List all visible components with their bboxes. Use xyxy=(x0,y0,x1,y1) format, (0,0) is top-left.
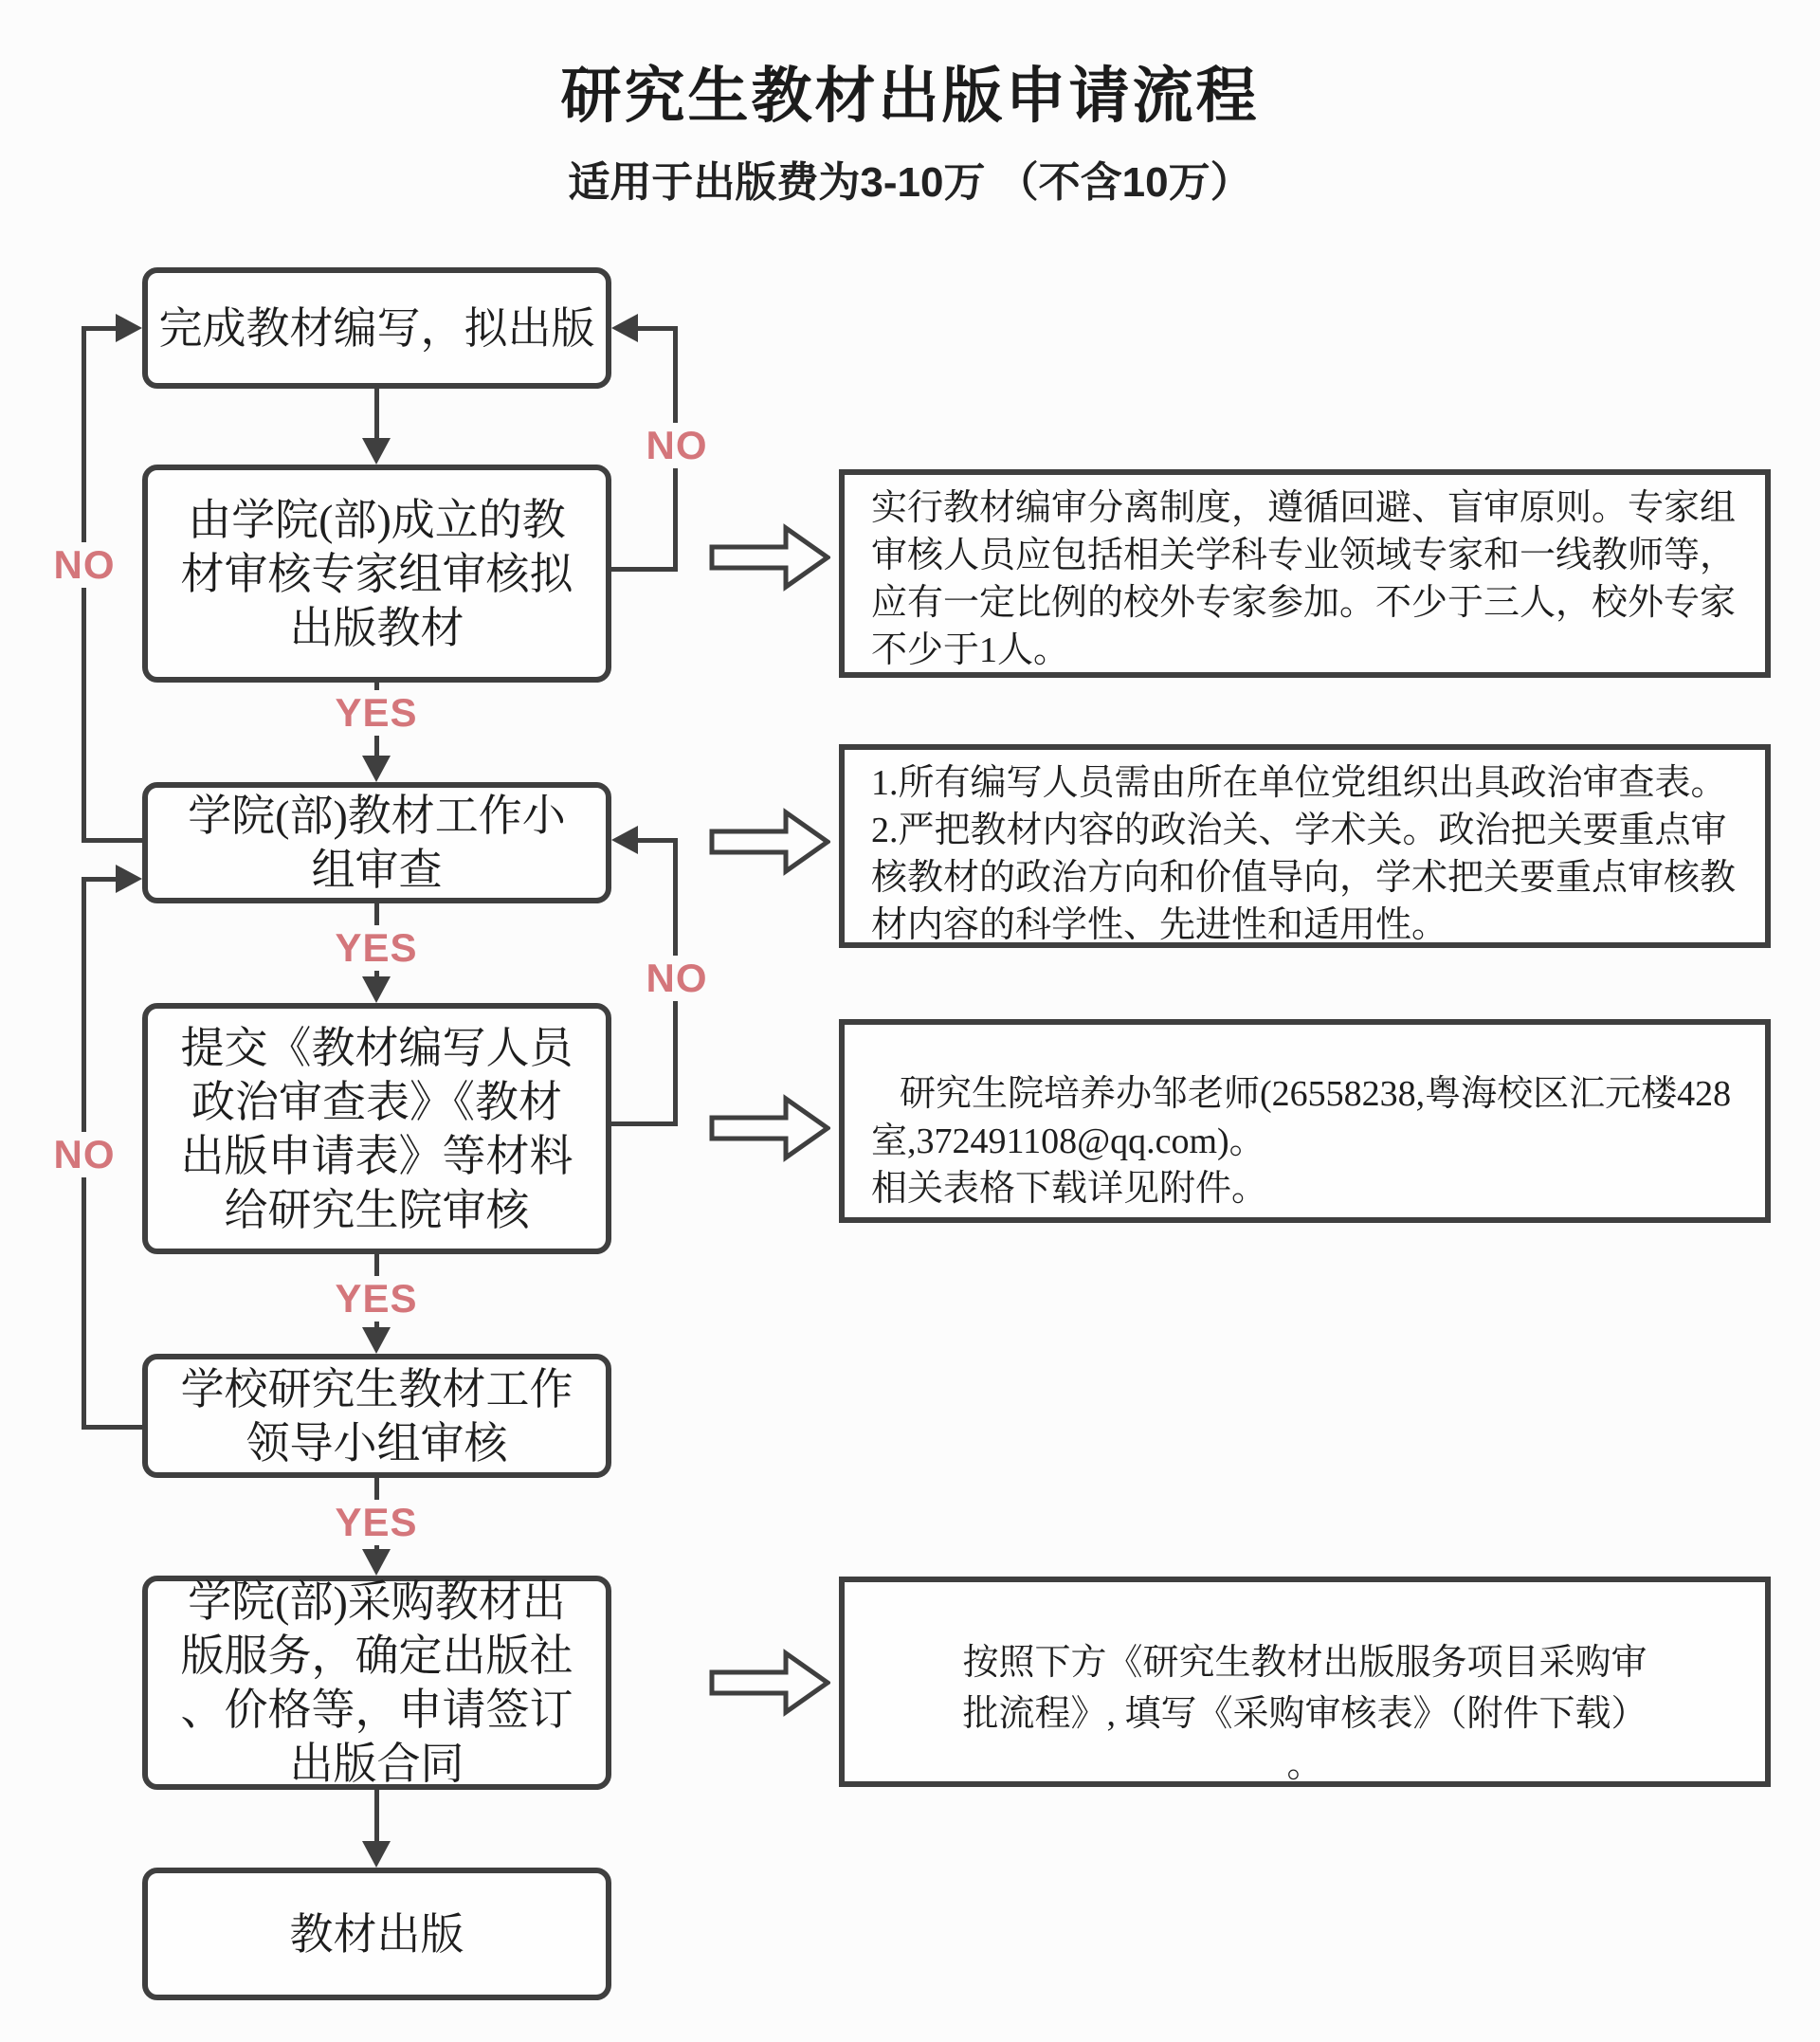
arrowhead-down-icon xyxy=(362,438,391,465)
flow-node-procurement xyxy=(142,1576,611,1790)
flow-node-label: 学校研究生教材工作 领导小组审核 xyxy=(180,1364,573,1468)
no-loop-right-2-bottom-hline xyxy=(611,1121,678,1126)
edge-label-no-left-2: NO xyxy=(48,1132,121,1177)
block-arrow-right-icon xyxy=(709,521,830,593)
block-arrow-right-icon xyxy=(709,806,830,878)
no-loop-right-1-bottom-hline xyxy=(611,567,678,572)
arrowhead-down-icon xyxy=(362,1549,391,1576)
no-loop-left-1-top-hline xyxy=(82,326,118,331)
note-procurement: 按照下方《研究生教材出版服务项目采购审 批流程》, 填写《采购审核表》（附件下载） 。 xyxy=(839,1577,1771,1787)
arrowhead-left-icon xyxy=(611,826,638,854)
flow-node-publish xyxy=(142,1868,611,2000)
flow-node-submit-materials xyxy=(142,1003,611,1254)
flow-node-leading-group xyxy=(142,1354,611,1478)
page-title: 研究生教材出版申请流程 xyxy=(560,62,1260,130)
page-subtitle: 适用于出版费为3-10万 （不含10万） xyxy=(568,159,1252,206)
edge-draft-to-expert-line xyxy=(374,389,379,442)
flow-node-label: 教材出版 xyxy=(289,1909,464,1959)
note-political-rule: 1.所有编写人员需由所在单位党组织出具政治审查表。 2.严把教材内容的政治关、学术关。政治把关要重点审 核教材的政治方向和价值导向，学术把关要重点审核教 材内容的科学性、先进性和适用性。 xyxy=(839,744,1771,948)
flow-node-expert-review xyxy=(142,465,611,683)
edge-label-yes-3: YES xyxy=(329,1276,423,1322)
arrowhead-down-icon xyxy=(362,976,391,1003)
note-expert-rule: 实行教材编审分离制度，遵循回避、盲审原则。专家组 审核人员应包括相关学科专业领域专家和一线教师等， 应有一定比例的校外专家参加。不少于三人，校外专家 不少于1人。 xyxy=(839,469,1771,678)
flow-node-label: 学院(部)采购教材出 版服务，确定出版社 、价格等，申请签订 出版合同 xyxy=(180,1577,573,1788)
arrowhead-down-icon xyxy=(362,1327,391,1354)
edge-label-yes-4: YES xyxy=(329,1500,423,1545)
block-arrow-right-icon xyxy=(709,1647,830,1719)
flow-node-label: 学院(部)教材工作小 组审查 xyxy=(188,792,566,894)
no-loop-left-1-bottom-hline xyxy=(82,838,142,843)
note-contact: 研究生院培养办邹老师(26558238,粤海校区汇元楼428 室,372491108@qq.com)。 相关表格下载详见附件。 xyxy=(839,1019,1771,1223)
edge-label-no-right-2: NO xyxy=(641,956,714,1001)
flow-node-college-workgroup xyxy=(142,782,611,903)
flow-node-label: 提交《教材编写人员 政治审查表》《教材 出版申请表》等材料 给研究生院审核 xyxy=(180,1023,573,1234)
flow-node-label: 完成教材编写，拟出版 xyxy=(158,303,595,353)
edge-procurement-to-publish-line xyxy=(374,1790,379,1843)
arrowhead-right-icon xyxy=(116,314,142,342)
flow-node-draft xyxy=(142,267,611,389)
no-loop-right-1-top-hline xyxy=(636,326,678,331)
arrowhead-right-icon xyxy=(116,865,142,893)
no-loop-left-2-top-hline xyxy=(82,877,118,882)
edge-label-no-left-1: NO xyxy=(48,542,121,588)
arrowhead-left-icon xyxy=(611,314,638,342)
block-arrow-right-icon xyxy=(709,1092,830,1164)
no-loop-left-2-bottom-hline xyxy=(82,1425,142,1430)
edge-label-yes-2: YES xyxy=(329,925,423,971)
no-loop-right-2-top-hline xyxy=(636,838,678,843)
edge-label-yes-1: YES xyxy=(329,690,423,736)
arrowhead-down-icon xyxy=(362,1841,391,1868)
edge-label-no-right-1: NO xyxy=(641,423,714,468)
arrowhead-down-icon xyxy=(362,756,391,782)
flow-node-label: 由学院(部)成立的教 材审核专家组审核拟 出版教材 xyxy=(180,495,573,652)
